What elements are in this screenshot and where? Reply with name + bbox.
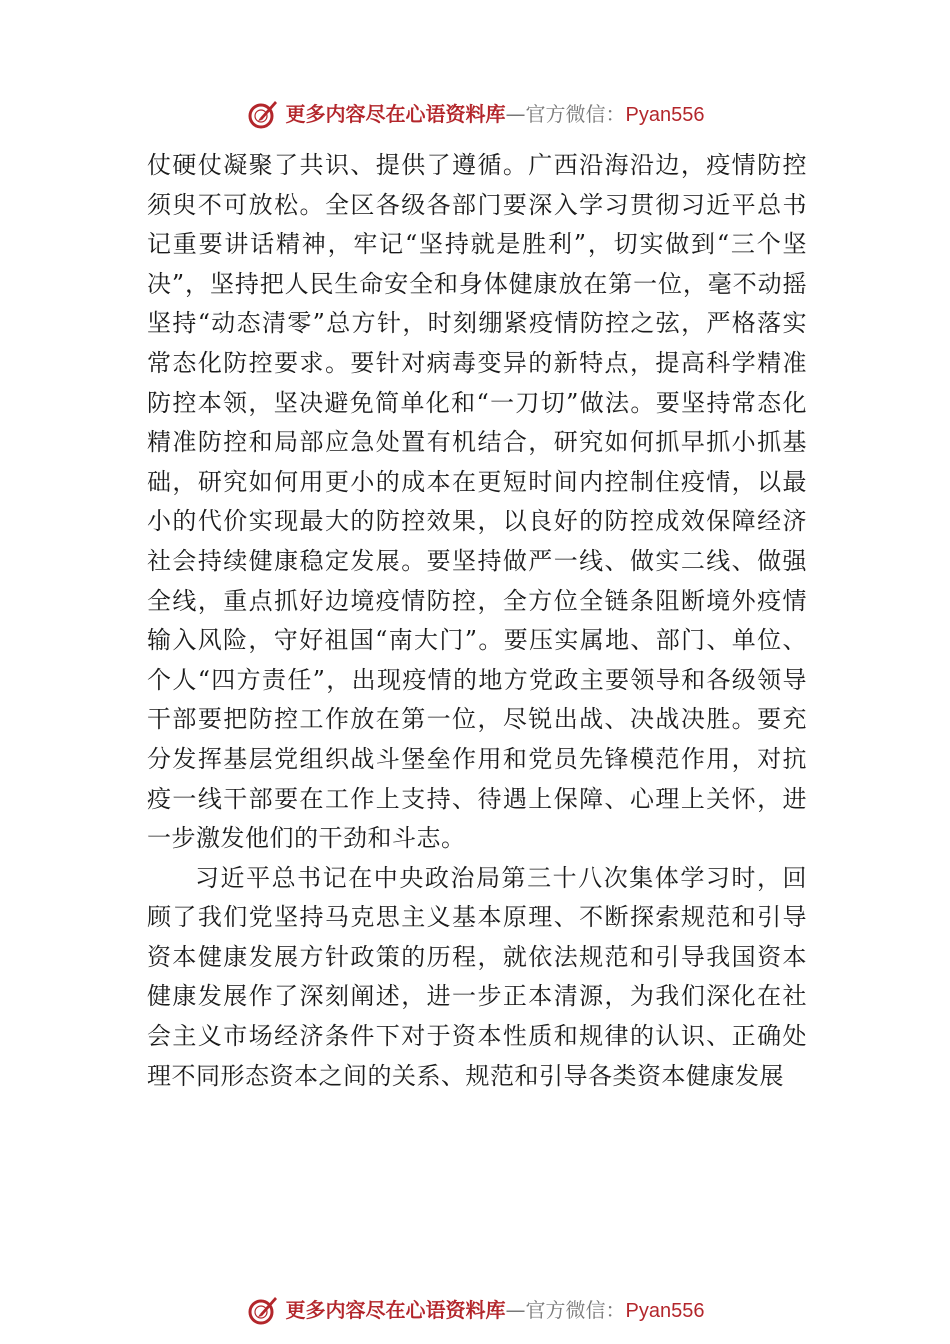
banner-text <box>286 104 705 125</box>
pen-circle-logo-icon <box>246 1293 280 1327</box>
banner-separator: — <box>505 102 526 126</box>
paragraph-1: 仗硬仗凝聚了共识、提供了遵循。广西沿海沿边，疫情防控须臾不可放松。全区各级各部门要深入学习贯彻习近平总书记重要讲话精神，牢记“坚持就是胜利”，切实做到“三个坚决”，坚持把人民生命安全和身体健康放在第一位，毫不动摇坚持“动态清零”总方针，时刻绷紧疫情防控之弦，严格落实常态化防控要求。要针对病毒变异的新特点，提高科学精准防控本领，坚决避免简单化和“一刀切”做法。要坚持常态化精准防控和局部应急处置有机结合，研究如何抓早抓小抓基础，研究如何用更小的成本在更短时间内控制住疫情，以最小的代价实现最大的防控效果，以良好的防控成效保障经济社会持续健康稳定发展。要坚持做严一线、做实二线、做强全线，重点抓好边境疫情防控，全方位全链条阻断境外疫情输入风险，守好祖国“南大门”。要压实属地、部门、单位、个人“四方责任”，出现疫情的地方党政主要领导和各级领导干部要把防控工作放在第一位，尽锐出战、决战决胜。要充分发挥基层党组织战斗堡垒作用和党员先锋模范作用，对抗疫一线干部要在工作上支持、待遇上保障、心理上关怀，进一步激发他们的干劲和斗志。 <box>147 151 807 853</box>
header-banner <box>0 94 950 134</box>
paragraph-2: 习近平总书记在中央政治局第三十八次集体学习时，回顾了我们党坚持马克思主义基本原理、不断探索规范和引导资本健康发展方针政策的历程，就依法规范和引导我国资本健康发展作了深刻阐述，进一步正本清源，为我们深化在社会主义市场经济条件下对于资本性质和规律的认识、正确处理不同形态资本之间的关系、规范和引导各类资本健康发展 <box>147 863 807 1090</box>
banner-wechat-handle: Pyan556 <box>625 1299 705 1322</box>
pen-circle-logo-icon <box>246 97 280 131</box>
banner-separator: — <box>505 1298 526 1322</box>
footer-banner <box>0 1290 950 1330</box>
banner-wechat-handle: Pyan556 <box>625 103 705 126</box>
banner-text <box>286 1300 705 1321</box>
banner-label: 官方微信： <box>525 102 626 126</box>
banner-main-text: 更多内容尽在心语资料库 <box>285 102 506 126</box>
banner-main-text: 更多内容尽在心语资料库 <box>285 1298 506 1322</box>
banner-label: 官方微信： <box>525 1298 626 1322</box>
document-body <box>147 146 807 1096</box>
